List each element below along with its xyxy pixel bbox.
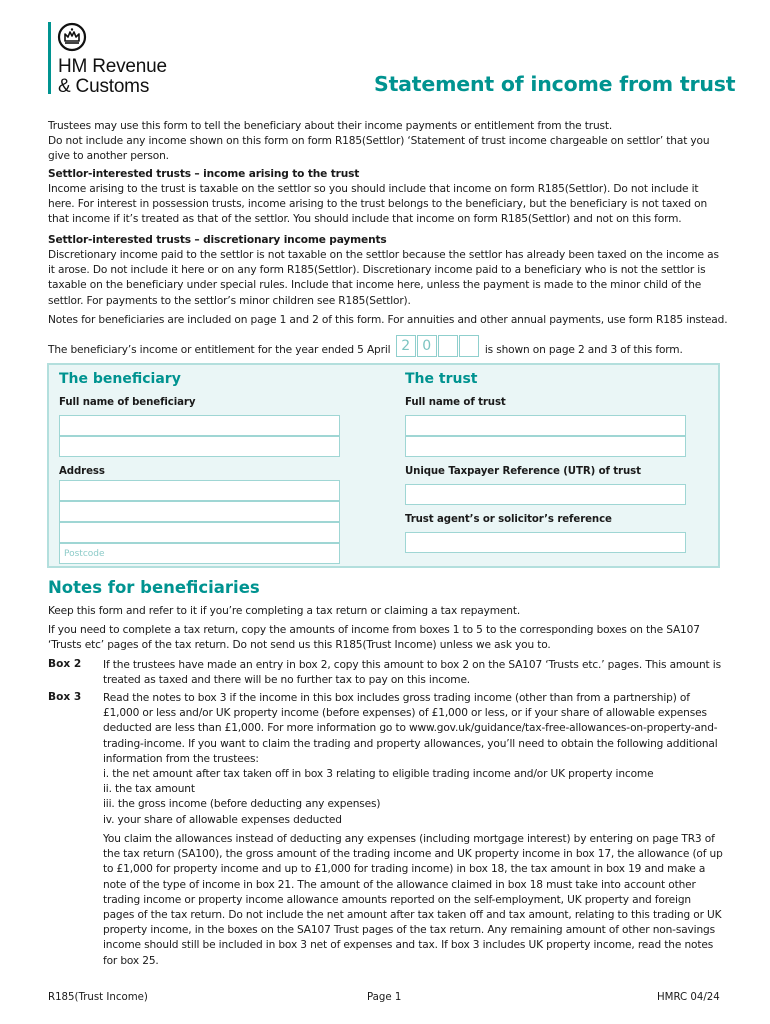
trust-name-field-1[interactable]: [405, 415, 686, 436]
notes-paragraph-2: If you need to complete a tax return, copy the amounts of income from boxes 1 to 5 to the corresponding boxes on the SA107 ‘Trusts etc’ pages of the tax return. Do not send us this R185(Trust Income) unless we ask you to.: [48, 624, 700, 652]
box3-list-item: iii. the gross income (before deducting any expenses): [103, 798, 381, 811]
beneficiary-heading: The beneficiary: [59, 371, 181, 387]
footer-page-number: Page 1: [367, 992, 402, 1003]
notes-paragraph-1: Keep this form and refer to it if you’re completing a tax return or claiming a tax repayment.: [48, 605, 521, 617]
hmrc-logo-text: [58, 57, 167, 97]
postcode-field[interactable]: Postcode: [59, 543, 340, 564]
agent-reference-label: Trust agent’s or solicitor’s reference: [405, 514, 612, 525]
box3-list-item: ii. the tax amount: [103, 783, 195, 796]
logo-line-2: & Customs: [58, 76, 150, 97]
logo-line-1: HM Revenue: [58, 56, 167, 77]
utr-field[interactable]: [405, 484, 686, 505]
box3-allowance-paragraph: You claim the allowances instead of deducting any expenses (including mortgage interest) by entering on page TR3 of the tax return (SA100), the gross amount of the trading income and UK property income in box 17, the allowance (of up to £1,000 for property income and up to £1,000 for trading income) in box 18, the tax amount in box 19 and make a note of the type of income in box 21. The amount of the allowance claimed in box 18 must take into account other trading income or property income allowance amounts reported on the self-employment, UK property and foreign pages of the tax return. Do not include the net amount after tax taken off and tax amount, relating to this trading or UK property income, in the boxes on the SA107 Trust pages of the tax return. Any remaining amount of other non-savings income should still be included in box 3 net of expenses and tax. If box 3 includes UK property income, read the notes for box 25.: [103, 833, 723, 967]
footer-form-reference: R185(Trust Income): [48, 992, 148, 1003]
settlor-income-paragraph: Income arising to the trust is taxable on the settlor so you should include that income on form R185(Settlor). Do not include it here. For interest in possession trusts, income arising to the trust belongs to the beneficiary, but the beneficiary is not taxed on that income if it’s treated as that of the settlor. You should include that income on form R185(Settlor) and not on this form.: [48, 183, 708, 226]
footer-version: HMRC 04/24: [657, 992, 720, 1003]
discretionary-paragraph: Discretionary income paid to the settlor is not taxable on the settlor because the settlor has already been taxed on the income as it arose. Do not include it here or on any form R185(Settlor). Discretionary income paid to a beneficiary who is not the settlor is taxable on the beneficiary under special rules. Include that income here, unless the payment is made to the minor child of the settlor. For payments to the settlor’s minor children see R185(Settlor).: [48, 249, 719, 307]
tax-year-line: [48, 339, 683, 361]
year-digit-1[interactable]: 2: [396, 335, 416, 357]
discretionary-heading: Settlor-interested trusts – discretionary income payments: [48, 234, 387, 246]
address-field-1[interactable]: [59, 480, 340, 501]
crown-icon: [57, 22, 87, 52]
box3-text: Read the notes to box 3 if the income in this box includes gross trading income (other than from a partnership) of £1,000 or less and/or UK property income (before expenses) of £1,000 or less, or if your share of allowable expenses deducted are less than £1,000. For more information go to www.gov.uk/guidance/tax-free-allowances-on-property-and-trading-income. If you want to claim the trading and property allowances, you’ll need to obtain the following additional information from the trustees:: [103, 692, 718, 765]
year-digit-3[interactable]: [438, 335, 458, 357]
box3-label: Box 3: [48, 691, 82, 703]
utr-label: Unique Taxpayer Reference (UTR) of trust: [405, 466, 641, 477]
tax-year-suffix: is shown on page 2 and 3 of this form.: [484, 344, 683, 356]
agent-reference-field[interactable]: [405, 532, 686, 553]
address-field-2[interactable]: [59, 501, 340, 522]
page-title: Statement of income from trust: [374, 72, 736, 96]
box3-list: [103, 767, 723, 828]
address-field-3[interactable]: [59, 522, 340, 543]
year-digit-2[interactable]: 0: [417, 335, 437, 357]
beneficiary-name-field-1[interactable]: [59, 415, 340, 436]
intro-paragraph-1: Trustees may use this form to tell the beneficiary about their income payments or entitlement from the trust.: [48, 120, 613, 132]
address-label: Address: [59, 466, 105, 477]
settlor-income-heading: Settlor-interested trusts – income arising to the trust: [48, 168, 360, 180]
logo-accent-bar: [48, 22, 51, 94]
box3-list-item: i. the net amount after tax taken off in box 3 relating to eligible trading income and/or UK property income: [103, 768, 654, 780]
box2-label: Box 2: [48, 658, 82, 670]
box2-text: If the trustees have made an entry in box 2, copy this amount to box 2 on the SA107 ‘Trusts etc.’ pages. This amount is treated as taxed and there will be no further tax to pay on this income.: [103, 659, 721, 687]
tax-year-prefix: The beneficiary’s income or entitlement for the year ended 5 April: [48, 344, 391, 356]
year-digit-4[interactable]: [459, 335, 479, 357]
box3-list-item: iv. your share of allowable expenses deducted: [103, 813, 342, 826]
trust-name-label: Full name of trust: [405, 397, 506, 408]
trust-heading: The trust: [405, 371, 478, 387]
tax-year-input[interactable]: [396, 335, 480, 357]
beneficiary-name-label: Full name of beneficiary: [59, 397, 196, 408]
intro-paragraph-2: Do not include any income shown on this form on form R185(Settlor) ‘Statement of trust income chargeable on settlor’ that you give to another person.: [48, 135, 710, 163]
notes-heading: Notes for beneficiaries: [48, 578, 260, 597]
trust-name-field-2[interactable]: [405, 436, 686, 457]
notes-location-paragraph: Notes for beneficiaries are included on page 1 and 2 of this form. For annuities and other annual payments, use form R185 instead.: [48, 314, 728, 326]
beneficiary-name-field-2[interactable]: [59, 436, 340, 457]
